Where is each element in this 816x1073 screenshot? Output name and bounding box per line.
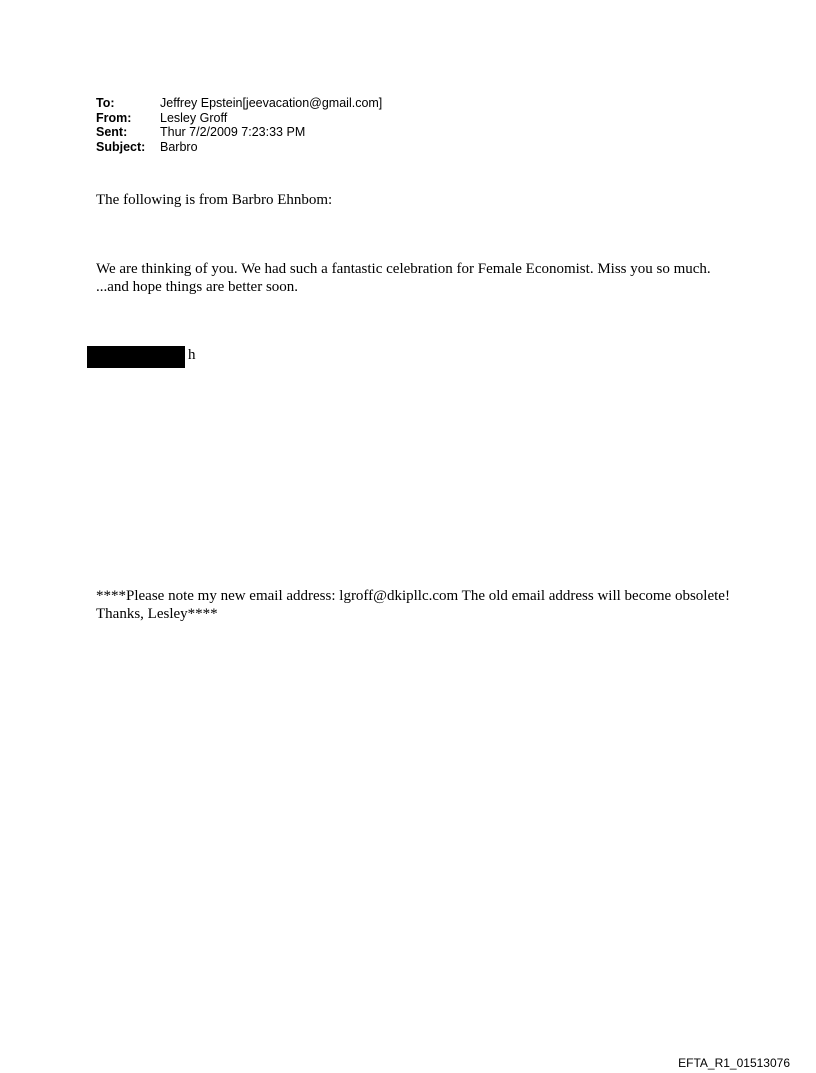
email-header — [96, 96, 382, 154]
intro-line: The following is from Barbro Ehnbom: — [96, 192, 333, 208]
redaction-box — [87, 346, 185, 368]
from-value: Lesley Groff — [160, 110, 228, 125]
email-change-notice: ****Please note my new email address: lgroff@dkipllc.com The old email address will become obsolete! Thanks, Lesley**** — [96, 588, 730, 622]
to-label: To: — [96, 96, 115, 110]
subject-label: Subject: — [96, 139, 146, 154]
subject-value: Barbro — [160, 139, 198, 154]
from-label: From: — [96, 110, 132, 125]
document-id: EFTA_R1_01513076 — [678, 1056, 790, 1070]
from-row — [96, 111, 382, 126]
to-row — [96, 96, 382, 111]
sent-label: Sent: — [96, 125, 128, 139]
subject-row — [96, 140, 382, 155]
signoff-text: h — [188, 347, 196, 363]
sent-value: Thur 7/2/2009 7:23:33 PM — [160, 125, 306, 139]
sent-row — [96, 125, 382, 140]
message-paragraph: We are thinking of you. We had such a fantastic celebration for Female Economist. Miss you so much. ...and hope things are better soon. — [96, 261, 711, 295]
to-value: Jeffrey Epstein[jeevacation@gmail.com] — [160, 96, 383, 110]
